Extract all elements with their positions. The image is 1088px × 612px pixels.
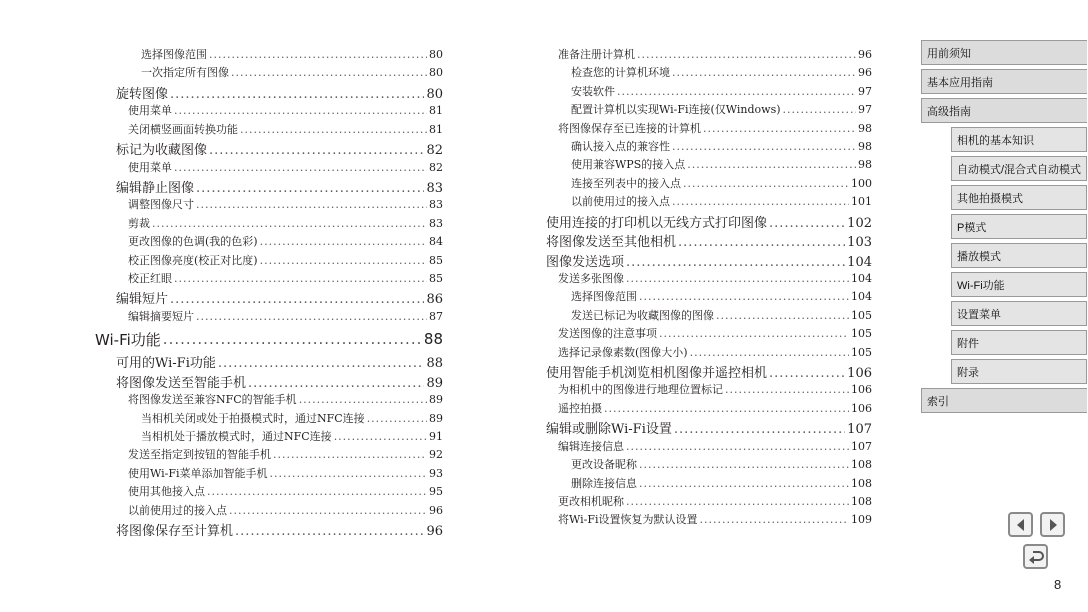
toc-entry[interactable] [546, 270, 872, 288]
toc-entry[interactable] [546, 251, 872, 271]
toc-entry-title: 更改设备昵称 [571, 458, 637, 472]
toc-entry-title: 遥控拍摄 [558, 401, 602, 415]
toc-entry-page: 89 [429, 411, 443, 425]
toc-entry-title: 使用兼容WPS的接入点 [571, 158, 686, 172]
toc-entry[interactable] [546, 138, 872, 156]
toc-entry-title: 校正图像亮度(校正对比度) [128, 253, 258, 267]
toc-entry-title: 编辑摘要短片 [128, 309, 194, 323]
toc-entry[interactable] [546, 456, 872, 474]
toc-entry-page: 88 [423, 330, 443, 349]
dot-leader [218, 356, 425, 371]
toc-entry-title: 确认接入点的兼容性 [571, 139, 670, 153]
dot-leader [637, 48, 856, 61]
toc-entry-page: 101 [851, 195, 872, 209]
toc-entry-page: 93 [429, 466, 443, 480]
toc-entry-title: 选择图像范围 [141, 48, 207, 61]
toc-entry-title: 当相机处于播放模式时，通过NFC连接 [141, 430, 332, 444]
toc-entry[interactable] [95, 270, 443, 288]
toc-entry[interactable] [546, 325, 872, 343]
toc-entry-title: 发送多张图像 [558, 272, 624, 286]
nav-tab[interactable]: 索引 [921, 388, 1087, 413]
prev-page-button[interactable] [1008, 512, 1033, 537]
toc-entry[interactable] [546, 64, 872, 82]
dot-leader [626, 495, 849, 508]
dot-leader [626, 255, 845, 270]
toc-entry-title: 使用其他接入点 [128, 485, 205, 499]
toc-entry-page: 80 [429, 66, 443, 80]
toc-entry-page: 104 [847, 254, 872, 270]
toc-entry-title: 删除连接信息 [571, 476, 637, 490]
toc-entry-page: 85 [429, 272, 443, 286]
toc-entry-page: 109 [851, 513, 872, 527]
toc-entry[interactable] [546, 46, 872, 64]
toc-entry-page: 102 [847, 215, 872, 231]
toc-entry-page: 91 [429, 430, 443, 444]
toc-entry[interactable] [95, 102, 443, 120]
toc-entry-title: 以前使用过的接入点 [128, 503, 227, 517]
dot-leader [604, 402, 849, 415]
toc-entry-title: 编辑静止图像 [116, 180, 195, 196]
dot-leader [229, 504, 427, 517]
toc-entry-title: 将图像发送至兼容NFC的智能手机 [128, 393, 297, 407]
dot-leader [672, 140, 856, 153]
nav-tab[interactable]: 附件 [951, 330, 1087, 355]
toc-entry[interactable] [546, 418, 872, 438]
toc-entry-title: 将图像保存至计算机 [116, 524, 234, 540]
next-page-button[interactable] [1040, 512, 1065, 537]
toc-entry[interactable] [546, 493, 872, 511]
toc-entry[interactable] [546, 120, 872, 138]
dot-leader [639, 458, 849, 471]
toc-entry-page: 80 [429, 48, 443, 61]
toc-entry-page: 106 [851, 383, 872, 397]
toc-entry-page: 105 [851, 327, 872, 341]
dot-leader [672, 66, 856, 79]
toc-entry[interactable] [546, 475, 872, 493]
toc-entry-title: 使用连接的打印机以无线方式打印图像 [546, 215, 768, 231]
toc-entry-title: 一次指定所有图像 [141, 66, 229, 80]
dot-leader [170, 87, 424, 102]
toc-entry[interactable] [546, 344, 872, 362]
return-button[interactable] [1023, 544, 1048, 569]
toc-entry-title: 编辑或删除Wi-Fi设置 [546, 422, 672, 438]
dot-leader [170, 292, 424, 307]
nav-tab[interactable]: 相机的基本知识 [951, 127, 1087, 152]
dot-leader [769, 216, 845, 231]
toc-entry-page: 87 [429, 309, 443, 323]
toc-entry-page: 98 [858, 121, 872, 135]
dot-leader [703, 122, 856, 135]
nav-tab[interactable]: Wi-Fi功能 [951, 272, 1087, 297]
toc-column-right [546, 46, 872, 530]
dot-leader [209, 48, 427, 61]
toc-entry-title: 编辑连接信息 [558, 439, 624, 453]
return-icon [1028, 550, 1044, 564]
toc-entry-page: 104 [851, 272, 872, 286]
toc-entry-page: 103 [847, 235, 872, 251]
toc-entry-page: 98 [858, 139, 872, 153]
toc-entry[interactable] [95, 252, 443, 270]
toc-entry-title: 配置计算机以实现Wi-Fi连接(仅Windows) [571, 103, 781, 117]
toc-entry[interactable] [95, 83, 443, 103]
dot-leader [270, 467, 428, 480]
toc-entry-page: 97 [858, 84, 872, 98]
dot-leader [674, 422, 845, 437]
toc-entry[interactable] [95, 372, 443, 392]
dot-leader [716, 309, 849, 322]
dot-leader [639, 290, 849, 303]
dot-leader [196, 198, 427, 211]
dot-leader [659, 327, 849, 340]
toc-entry-page: 108 [851, 458, 872, 472]
toc-entry-page: 105 [851, 308, 872, 322]
toc-entry[interactable] [95, 46, 443, 64]
toc-entry[interactable] [95, 177, 443, 197]
toc-entry-title: 使用智能手机浏览相机图像并遥控相机 [546, 365, 768, 381]
toc-entry-title: 选择记录像素数(图像大小) [558, 345, 688, 359]
dot-leader [672, 195, 849, 208]
toc-entry-title: 调整图像尺寸 [128, 198, 194, 212]
toc-entry[interactable] [95, 308, 443, 326]
nav-tab[interactable]: 播放模式 [951, 243, 1087, 268]
dot-leader [248, 376, 424, 391]
toc-entry-title: 安装软件 [571, 84, 615, 98]
dot-leader [769, 366, 845, 381]
toc-entry-page: 81 [429, 104, 443, 118]
toc-entry-title: 旋转图像 [116, 86, 169, 102]
toc-entry-page: 86 [426, 292, 443, 308]
section-nav [921, 40, 1087, 417]
dot-leader [700, 513, 850, 526]
toc-entry[interactable] [95, 446, 443, 464]
toc-entry-page: 88 [426, 356, 443, 372]
toc-entry-page: 82 [429, 160, 443, 174]
nav-tab[interactable]: 高级指南 [921, 98, 1087, 123]
toc-entry[interactable] [95, 352, 443, 372]
dot-leader [235, 524, 424, 539]
dot-leader [725, 383, 849, 396]
toc-entry[interactable] [546, 193, 872, 211]
toc-entry-title: 将图像发送至其他相机 [546, 235, 677, 251]
toc-entry[interactable] [546, 101, 872, 119]
dot-leader [334, 430, 427, 443]
nav-tab[interactable]: 其他拍摄模式 [951, 185, 1087, 210]
dot-leader [299, 393, 427, 406]
dot-leader [231, 66, 427, 79]
toc-entry[interactable] [546, 400, 872, 418]
dot-leader [174, 272, 427, 285]
toc-entry[interactable] [546, 212, 872, 232]
nav-tab[interactable]: 用前须知 [921, 40, 1087, 65]
toc-entry-title: 将图像发送至智能手机 [116, 375, 247, 391]
toc-entry-page: 107 [847, 422, 872, 438]
toc-entry[interactable] [95, 121, 443, 139]
toc-entry-title: 更改相机昵称 [558, 494, 624, 508]
toc-entry-title: 编辑短片 [116, 292, 169, 308]
dot-leader [260, 235, 427, 248]
toc-entry-page: 89 [429, 393, 443, 407]
toc-entry-title: Wi-Fi功能 [95, 330, 161, 349]
toc-entry[interactable] [546, 83, 872, 101]
toc-entry[interactable] [95, 64, 443, 82]
page-number: 8 [1054, 577, 1062, 592]
dot-leader [207, 485, 427, 498]
toc-entry-page: 83 [426, 180, 443, 196]
toc-entry-page: 107 [851, 439, 872, 453]
toc-entry-page: 96 [429, 503, 443, 517]
toc-entry-title: 使用Wi-Fi菜单添加智能手机 [128, 466, 268, 480]
toc-entry-page: 105 [851, 345, 872, 359]
toc-entry[interactable] [546, 175, 872, 193]
toc-entry-title: 可用的Wi-Fi功能 [116, 356, 216, 372]
toc-entry[interactable] [95, 483, 443, 501]
toc-entry-page: 82 [426, 143, 443, 159]
toc-entry-page: 84 [429, 235, 443, 249]
toc-entry[interactable] [95, 326, 443, 352]
toc-entry-page: 80 [426, 86, 443, 102]
toc-column-left [95, 46, 443, 540]
toc-entry[interactable] [95, 196, 443, 214]
toc-entry-page: 95 [429, 485, 443, 499]
dot-leader [678, 235, 845, 250]
toc-entry[interactable] [95, 215, 443, 233]
chevron-left-icon [1014, 518, 1028, 532]
toc-entry[interactable] [95, 159, 443, 177]
dot-leader [209, 143, 424, 158]
toc-entry-title: 以前使用过的接入点 [571, 195, 670, 209]
toc-entry[interactable] [546, 156, 872, 174]
toc-entry[interactable] [546, 381, 872, 399]
toc-entry-title: 更改图像的色调(我的色彩) [128, 235, 258, 249]
toc-entry-page: 96 [426, 524, 443, 540]
dot-leader [626, 440, 849, 453]
toc-entry[interactable] [546, 288, 872, 306]
toc-entry[interactable] [546, 231, 872, 251]
toc-entry-title: 发送至指定到按钮的智能手机 [128, 448, 271, 462]
nav-tab[interactable]: 设置菜单 [951, 301, 1087, 326]
dot-leader [683, 177, 849, 190]
dot-leader [174, 161, 427, 174]
dot-leader [152, 217, 427, 230]
toc-entry[interactable] [95, 288, 443, 308]
page-arrows [1008, 512, 1065, 537]
toc-entry-title: 将Wi-Fi设置恢复为默认设置 [558, 513, 698, 527]
toc-entry-page: 97 [858, 103, 872, 117]
toc-entry-page: 104 [851, 290, 872, 304]
dot-leader [367, 412, 427, 425]
dot-leader [617, 85, 856, 98]
toc-entry-page: 98 [858, 158, 872, 172]
dot-leader [639, 477, 849, 490]
dot-leader [783, 103, 856, 116]
toc-entry-title: 发送图像的注意事项 [558, 327, 657, 341]
toc-entry-page: 100 [851, 176, 872, 190]
toc-entry-page: 83 [429, 198, 443, 212]
toc-entry[interactable] [95, 139, 443, 159]
toc-entry-title: 当相机关闭或处于拍摄模式时，通过NFC连接 [141, 411, 365, 425]
toc-entry[interactable] [546, 438, 872, 456]
chevron-right-icon [1046, 518, 1060, 532]
dot-leader [196, 181, 424, 196]
toc-entry-title: 为相机中的图像进行地理位置标记 [558, 383, 723, 397]
toc-entry-title: 使用菜单 [128, 160, 172, 174]
toc-entry-title: 标记为收藏图像 [116, 143, 208, 159]
toc-entry-page: 96 [858, 66, 872, 80]
toc-entry-page: 89 [426, 375, 443, 391]
dot-leader [174, 104, 427, 117]
toc-entry-title: 关闭横竖画面转换功能 [128, 122, 238, 136]
toc-entry[interactable] [95, 233, 443, 251]
toc-entry[interactable] [95, 391, 443, 409]
toc-entry-page: 108 [851, 494, 872, 508]
dot-leader [260, 254, 427, 267]
toc-entry-title: 将图像保存至已连接的计算机 [558, 121, 701, 135]
toc-entry-title: 剪裁 [128, 216, 150, 230]
dot-leader [687, 158, 856, 171]
toc-entry-title: 检查您的计算机环境 [571, 66, 670, 80]
dot-leader [240, 123, 427, 136]
toc-entry-title: 使用菜单 [128, 104, 172, 118]
nav-tab[interactable]: 基本应用指南 [921, 69, 1087, 94]
toc-entry-title: 校正红眼 [128, 272, 172, 286]
toc-entry-page: 81 [429, 122, 443, 136]
nav-tab[interactable]: 自动模式/混合式自动模式 [951, 156, 1087, 181]
toc-entry[interactable] [95, 502, 443, 520]
toc-entry[interactable] [546, 362, 872, 382]
dot-leader [626, 272, 849, 285]
dot-leader [273, 448, 427, 461]
toc-entry-title: 准备注册计算机 [558, 48, 635, 61]
dot-leader [163, 330, 422, 348]
toc-entry-title: 连接至列表中的接入点 [571, 176, 681, 190]
toc-entry-title: 发送已标记为收藏图像的图像 [571, 308, 714, 322]
toc-entry-page: 83 [429, 216, 443, 230]
toc-entry-page: 96 [858, 48, 872, 61]
toc-entry-page: 106 [847, 365, 872, 381]
nav-tab[interactable]: P模式 [951, 214, 1087, 239]
toc-entry[interactable] [546, 307, 872, 325]
toc-entry[interactable] [546, 511, 872, 529]
toc-entry-page: 85 [429, 253, 443, 267]
toc-entry-page: 106 [851, 401, 872, 415]
toc-entry[interactable] [95, 465, 443, 483]
dot-leader [196, 310, 427, 323]
toc-entry-page: 92 [429, 448, 443, 462]
nav-tab[interactable]: 附录 [951, 359, 1087, 384]
toc-entry[interactable] [95, 428, 443, 446]
toc-entry-title: 选择图像范围 [571, 290, 637, 304]
toc-entry-title: 图像发送选项 [546, 254, 625, 270]
toc-entry-page: 108 [851, 476, 872, 490]
dot-leader [690, 346, 849, 359]
toc-entry[interactable] [95, 410, 443, 428]
toc-entry[interactable] [95, 520, 443, 540]
